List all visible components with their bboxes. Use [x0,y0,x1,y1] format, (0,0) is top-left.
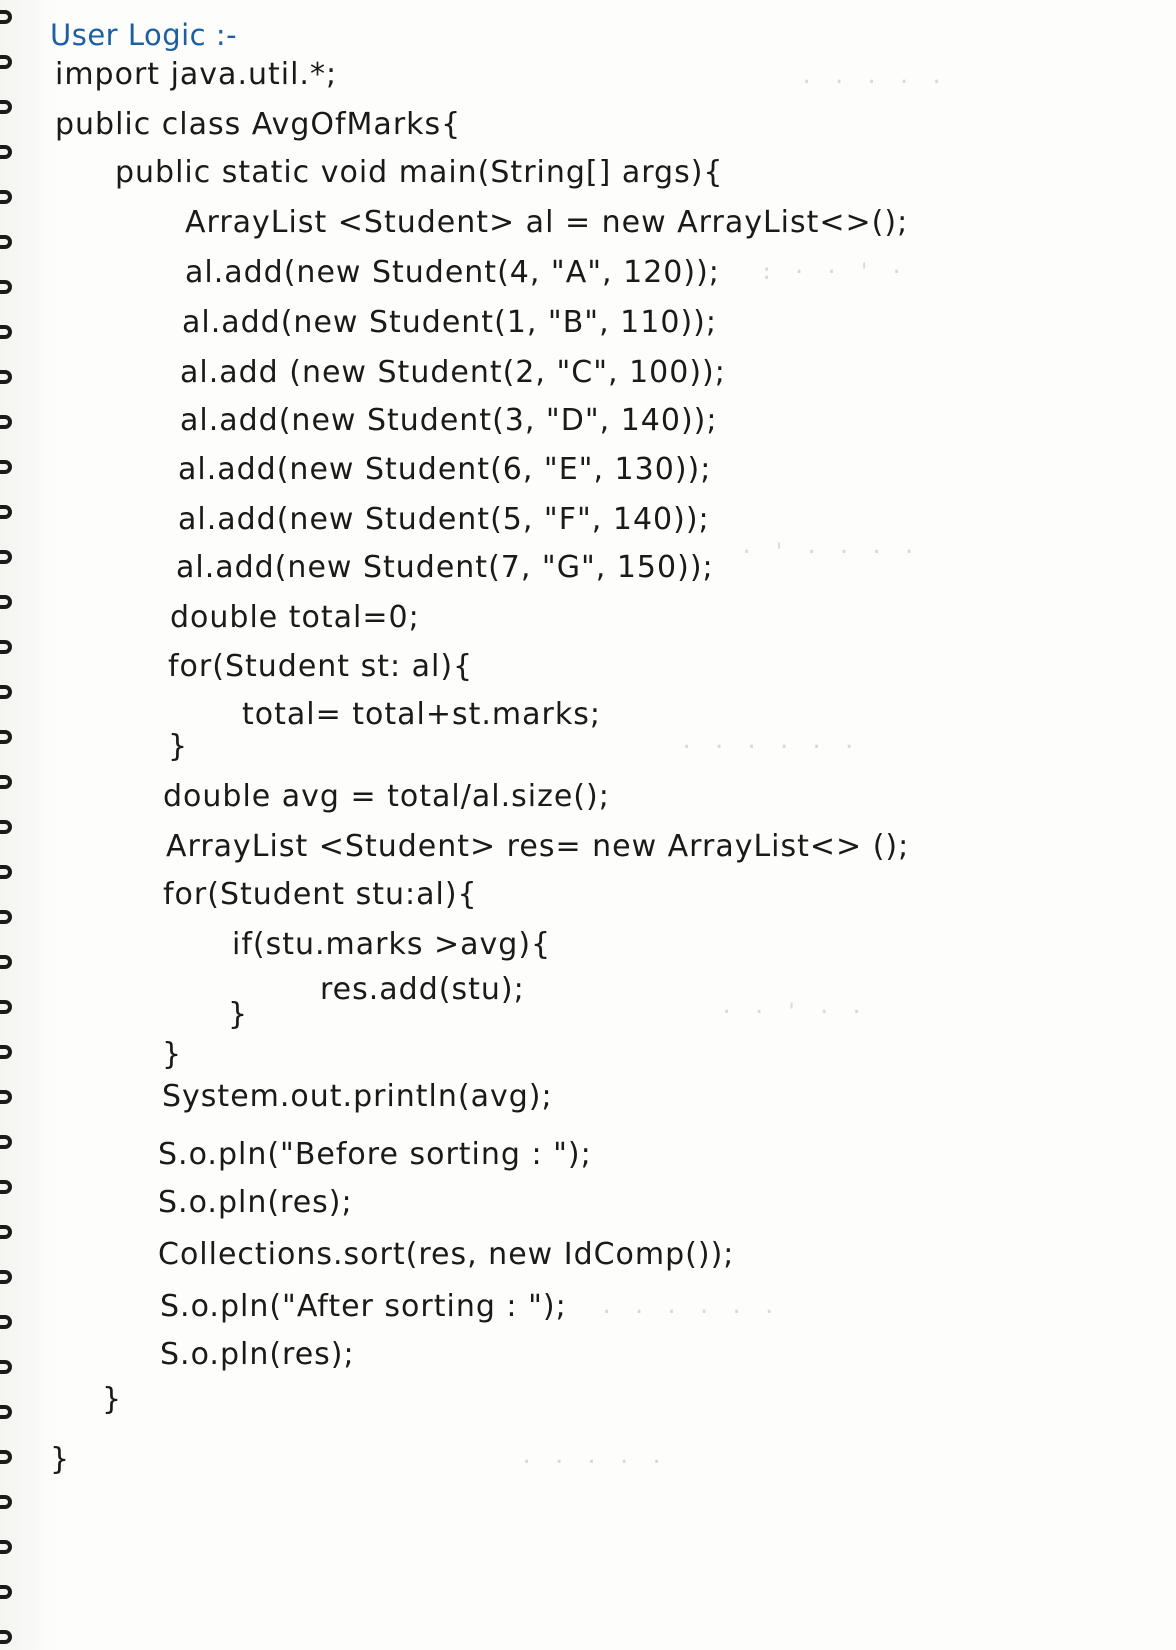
spiral-ring [0,1540,12,1554]
code-line: } [102,1382,123,1417]
spiral-ring [0,145,12,159]
spiral-ring [0,415,12,429]
spiral-ring [0,190,12,204]
spiral-ring [0,1270,12,1284]
code-line: al.add(new Student(5, "F", 140)); [178,502,710,537]
spiral-ring [0,1450,12,1464]
code-line: } [162,1037,183,1072]
code-line: al.add(new Student(7, "G", 150)); [176,550,714,585]
bleed-through-mark: · · · · · · [680,735,859,760]
code-line: if(stu.marks >avg){ [232,927,552,962]
spiral-ring [0,1000,12,1014]
code-line: S.o.pln("After sorting : "); [160,1289,567,1324]
spiral-ring [0,325,12,339]
spiral-ring [0,1585,12,1599]
spiral-ring [0,730,12,744]
spiral-ring [0,955,12,969]
spiral-ring [0,865,12,879]
spiral-ring [0,235,12,249]
bleed-through-mark: · · · · · [800,70,947,95]
code-line: for(Student stu:al){ [163,877,478,912]
code-line: ArrayList <Student> al = new ArrayList<>(); [185,205,909,240]
spiral-ring [0,775,12,789]
spiral-ring [0,1180,12,1194]
code-line: al.add(new Student(3, "D", 140)); [180,403,718,438]
code-line: } [228,997,249,1032]
code-line: al.add (new Student(2, "C", 100)); [180,355,726,390]
code-line: S.o.pln(res); [158,1185,353,1220]
bleed-through-mark: · · · · · · [600,1300,779,1325]
spiral-ring [0,595,12,609]
code-line: S.o.pln(res); [160,1337,355,1372]
spiral-ring [0,1315,12,1329]
code-line: public static void main(String[] args){ [115,155,724,190]
spiral-ring [0,1360,12,1374]
spiral-ring [0,550,12,564]
spiral-ring [0,1090,12,1104]
code-line: public class AvgOfMarks{ [55,107,462,142]
spiral-ring [0,10,12,24]
code-line: } [50,1442,71,1477]
spiral-ring [0,640,12,654]
code-line: for(Student st: al){ [168,649,474,684]
spiral-ring [0,910,12,924]
spiral-ring [0,100,12,114]
spiral-ring [0,55,12,69]
code-line: System.out.println(avg); [162,1079,553,1114]
spiral-ring [0,370,12,384]
spiral-ring [0,460,12,474]
code-line: total= total+st.marks; [242,697,601,732]
bleed-through-mark: · ' · · · · [740,540,919,565]
code-line: double total=0; [170,600,420,635]
section-heading: User Logic :- [50,18,238,52]
code-line: al.add(new Student(1, "B", 110)); [182,305,717,340]
code-line: ArrayList <Student> res= new ArrayList<> (); [166,829,910,864]
code-line: S.o.pln("Before sorting : "); [158,1137,592,1172]
code-line: al.add(new Student(6, "E", 130)); [178,452,712,487]
spiral-ring [0,1225,12,1239]
spiral-ring [0,1135,12,1149]
spiral-ring [0,1405,12,1419]
spiral-ring [0,820,12,834]
code-line: al.add(new Student(4, "A", 120)); [185,255,720,290]
spiral-ring [0,685,12,699]
bleed-through-mark: : · · ' · [760,260,907,285]
spiral-ring [0,280,12,294]
bleed-through-mark: · · · · · [520,1450,667,1475]
spiral-binding [0,0,30,1650]
spiral-ring [0,505,12,519]
code-line: Collections.sort(res, new IdComp()); [158,1237,735,1272]
code-line: res.add(stu); [320,972,525,1007]
bleed-through-mark: · · ' · · [720,1000,867,1025]
code-line: } [168,729,189,764]
spiral-ring [0,1630,12,1644]
spiral-ring [0,1045,12,1059]
code-line: import java.util.*; [55,57,338,92]
spiral-ring [0,1495,12,1509]
code-line: double avg = total/al.size(); [163,779,610,814]
